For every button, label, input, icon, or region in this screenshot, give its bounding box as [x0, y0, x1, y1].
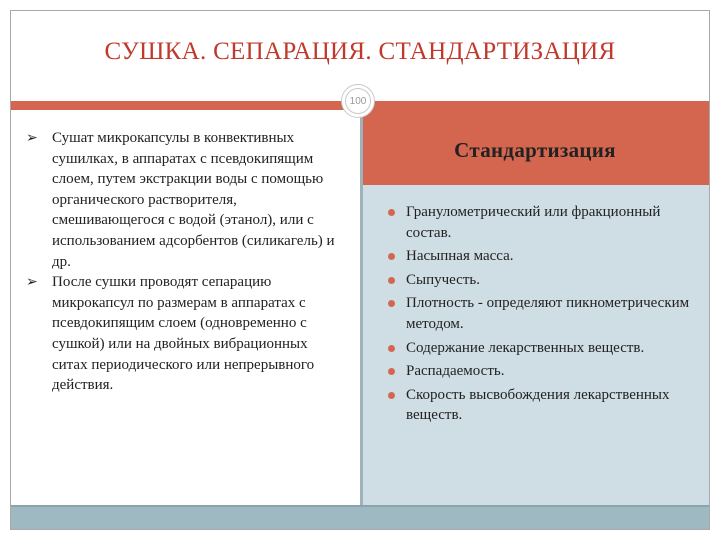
- dot-icon: [388, 392, 395, 399]
- page-number-badge: [341, 84, 375, 118]
- arrowhead-icon: ➢: [26, 274, 38, 291]
- arrowhead-icon: ➢: [26, 130, 38, 146]
- list-item-text: Сушат микрокапсулы в конвективных сушилках, в аппаратах с псевдокипящим слоем, путем экстракции воды с помощью органического растворителя, смешивающегося с водой (этанол), или с использованием адсорбентов (силикагель) и др.: [52, 130, 335, 270]
- page-number: 100: [345, 88, 371, 114]
- list-item: [26, 128, 346, 272]
- list-item-text: Сыпучесть.: [406, 271, 480, 288]
- dot-icon: [388, 277, 395, 284]
- dot-icon: [388, 300, 395, 307]
- list-item-text: Плотность - определяют пикнометрическим методом.: [406, 295, 690, 332]
- dot-icon: [388, 209, 395, 216]
- list-item-text: Содержание лекарственных веществ.: [406, 339, 645, 356]
- list-item: [386, 202, 704, 243]
- list-item: [26, 272, 346, 396]
- column-divider: [360, 110, 363, 505]
- footer-band: [11, 505, 709, 529]
- dot-icon: [388, 368, 395, 375]
- list-item: [386, 293, 704, 334]
- list-item: [386, 385, 704, 426]
- footer-divider: [11, 505, 709, 507]
- list-item-text: Распадаемость.: [406, 363, 505, 380]
- standardization-heading: Стандартизация: [454, 138, 616, 162]
- list-item: [386, 246, 704, 267]
- list-item: [386, 361, 704, 382]
- list-item-text: Скорость высвобождения лекарственных веществ.: [406, 386, 670, 424]
- list-item: [386, 270, 704, 291]
- list-item-text: После сушки проводят сепарацию микрокапсул по размерам в аппаратах с псевдокипящим слоем (одновременно с сушкой) или на двойных вибрационных ситах периодического или непрерывного действия.: [52, 274, 315, 394]
- left-bullet-list: [26, 128, 346, 396]
- slide-title: СУШКА. СЕПАРАЦИЯ. СТАНДАРТИЗАЦИЯ: [104, 38, 616, 65]
- list-item: [386, 338, 704, 359]
- dot-icon: [388, 345, 395, 352]
- dot-icon: [388, 253, 395, 260]
- list-item-text: Гранулометрический или фракционный состав.: [406, 204, 661, 241]
- list-item-text: Насыпная масса.: [406, 248, 514, 265]
- right-bullet-list: [386, 202, 704, 429]
